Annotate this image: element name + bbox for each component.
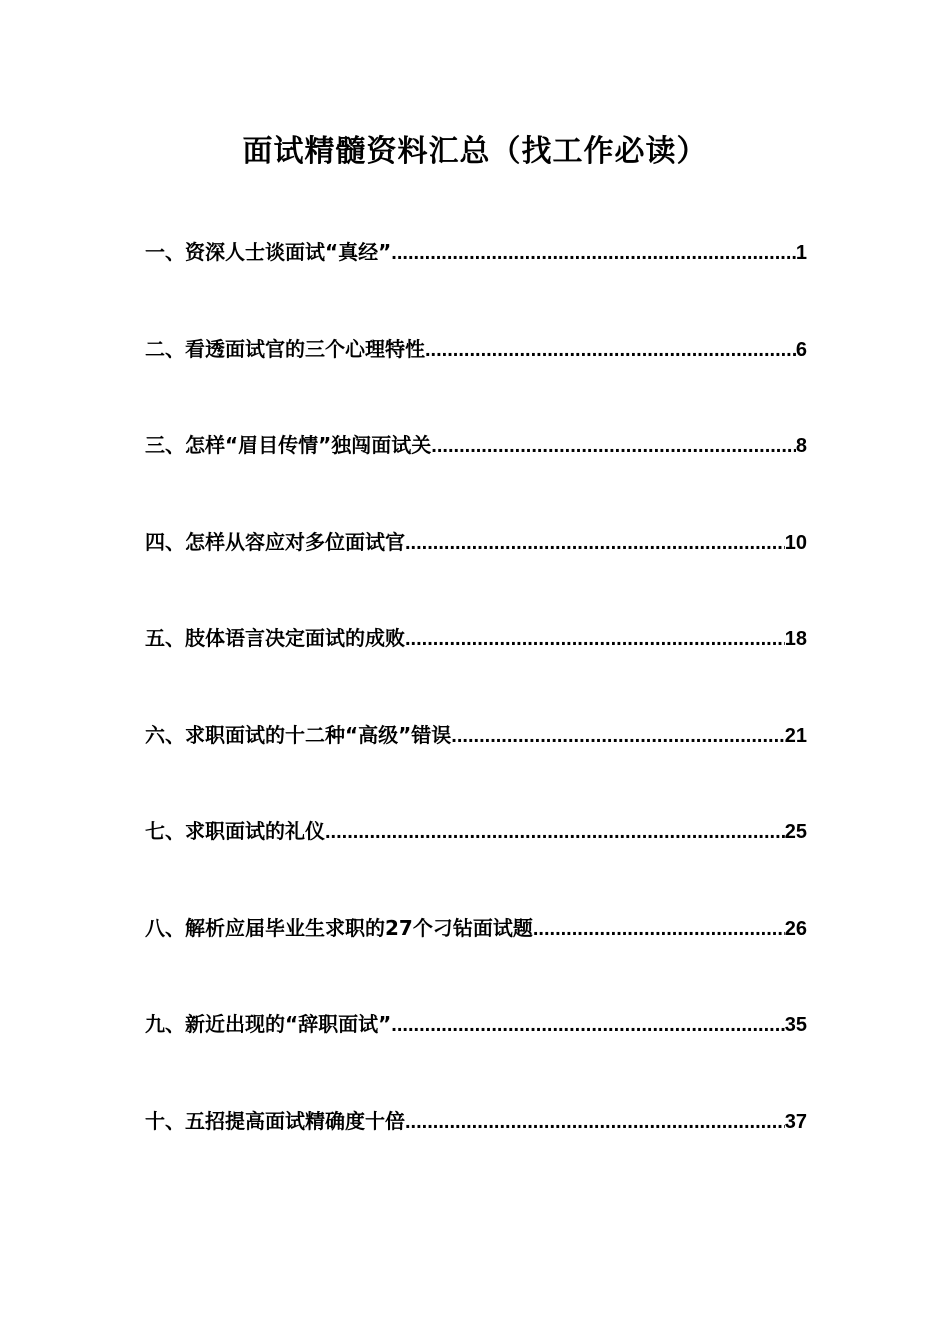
toc-dot-leader [425,326,796,374]
toc-entry-text: 五、肢体语言决定面试的成败 [145,626,405,650]
toc-entry-1[interactable] [145,228,807,325]
toc-entry-text: 四、怎样从容应对多位面试官 [145,529,405,554]
toc-page-number: 8 [795,435,807,457]
toc-entry-text: 三、怎样“眉目传情”独闯面试关 [145,433,432,457]
toc-entry-5[interactable] [145,614,807,711]
toc-dot-leader [451,712,784,760]
toc-page-number: 21 [784,724,807,747]
toc-entry-10[interactable] [145,1097,807,1194]
toc-entry-text: 一、资深人士谈面试“真经” [145,240,392,264]
toc-page-number: 1 [795,242,807,264]
toc-entry-8[interactable] [145,904,807,1001]
document-title: 面试精髓资料汇总（找工作必读） [242,134,708,169]
toc-dot-leader [405,615,785,663]
toc-page-number: 35 [784,1014,807,1036]
toc-dot-leader [431,422,796,470]
toc-entry-2[interactable] [145,325,807,422]
toc-entry-9[interactable] [145,1000,807,1097]
toc-entry-7[interactable] [145,807,807,904]
toc-page-number: 18 [784,628,807,650]
toc-page-number: 10 [784,531,807,554]
toc-dot-leader [533,905,785,953]
toc-entry-text: 六、求职面试的十二种“高级”错误 [145,722,452,747]
toc-dot-leader [405,519,785,567]
toc-entry-text: 八、解析应届毕业生求职的27个刁钻面试题 [145,915,533,940]
toc-dot-leader [405,1098,785,1146]
toc-entry-6[interactable] [145,711,807,808]
toc-entry-text: 九、新近出现的“辞职面试” [145,1012,392,1036]
toc-entry-text: 十、五招提高面试精确度十倍 [145,1108,405,1133]
toc-entry-3[interactable] [145,421,807,518]
toc-page-number: 25 [784,821,807,843]
toc-page-number: 37 [784,1110,807,1133]
toc-entry-4[interactable] [145,518,807,615]
toc-entry-text: 七、求职面试的礼仪 [145,819,325,843]
toc-dot-leader [391,1001,784,1049]
toc-dot-leader [325,808,785,856]
toc-dot-leader [391,229,796,277]
toc-entry-text: 二、看透面试官的三个心理特性 [145,336,425,361]
table-of-contents [145,228,807,1193]
toc-page-number: 26 [784,917,807,940]
toc-page-number: 6 [795,338,807,361]
